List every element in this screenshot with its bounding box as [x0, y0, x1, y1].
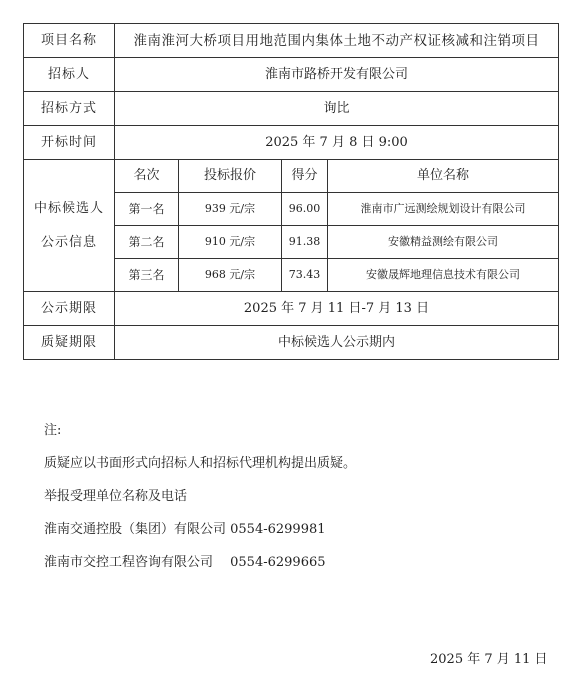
method-row: [24, 92, 559, 126]
notes-heading: 注:: [44, 423, 62, 438]
candidate-row: [115, 226, 558, 259]
notes-section: [44, 414, 356, 579]
tenderer-value: 淮南市路桥开发有限公司: [115, 58, 559, 92]
header-unit: 单位名称: [328, 160, 559, 193]
header-rank: 名次: [115, 160, 179, 193]
candidates-cell: [115, 160, 559, 292]
candidates-label-line2: 公示信息: [40, 234, 97, 250]
candidate-row: [115, 259, 558, 292]
notes-line: 淮南交通控股（集团）有限公司 0554-6299981: [44, 522, 326, 537]
candidate-price: 910 元/宗: [179, 226, 282, 259]
candidate-unit: 淮南市广远测绘规划设计有限公司: [328, 193, 559, 226]
method-label: 招标方式: [24, 92, 115, 126]
candidate-row: [115, 193, 558, 226]
candidates-row: [24, 160, 559, 292]
publicity-value: 2025 年 7 月 11 日-7 月 13 日: [115, 292, 559, 326]
tenderer-row: [24, 58, 559, 92]
candidates-header-row: [115, 160, 558, 193]
candidates-table: [115, 160, 558, 291]
candidate-price: 939 元/宗: [179, 193, 282, 226]
candidate-unit: 安徽精益测绘有限公司: [328, 226, 559, 259]
notes-line: 淮南市交控工程咨询有限公司 0554-6299665: [44, 555, 326, 570]
opening-label: 开标时间: [24, 126, 115, 160]
opening-row: [24, 126, 559, 160]
candidate-rank: 第二名: [115, 226, 179, 259]
project-value: 淮南淮河大桥项目用地范围内集体土地不动产权证核减和注销项目: [115, 24, 559, 58]
candidate-score: 73.43: [282, 259, 328, 292]
project-label: 项目名称: [24, 24, 115, 58]
candidate-unit: 安徽晟辉地理信息技术有限公司: [328, 259, 559, 292]
publicity-label: 公示期限: [24, 292, 115, 326]
candidate-score: 96.00: [282, 193, 328, 226]
query-label: 质疑期限: [24, 326, 115, 360]
tenderer-label: 招标人: [24, 58, 115, 92]
candidates-label: [24, 160, 115, 292]
query-value: 中标候选人公示期内: [115, 326, 559, 360]
announcement-table: [23, 23, 559, 360]
opening-value: 2025 年 7 月 8 日 9:00: [115, 126, 559, 160]
header-price: 投标报价: [179, 160, 282, 193]
header-score: 得分: [282, 160, 328, 193]
candidate-score: 91.38: [282, 226, 328, 259]
candidate-price: 968 元/宗: [179, 259, 282, 292]
notes-line: 举报受理单位名称及电话: [44, 489, 188, 504]
notes-line: 质疑应以书面形式向招标人和招标代理机构提出质疑。: [44, 456, 357, 471]
candidates-label-line1: 中标候选人: [33, 200, 104, 216]
query-row: [24, 326, 559, 360]
footer-date: 2025 年 7 月 11 日: [430, 652, 548, 667]
candidate-rank: 第一名: [115, 193, 179, 226]
project-row: [24, 24, 559, 58]
candidate-rank: 第三名: [115, 259, 179, 292]
publicity-row: [24, 292, 559, 326]
method-value: 询比: [115, 92, 559, 126]
